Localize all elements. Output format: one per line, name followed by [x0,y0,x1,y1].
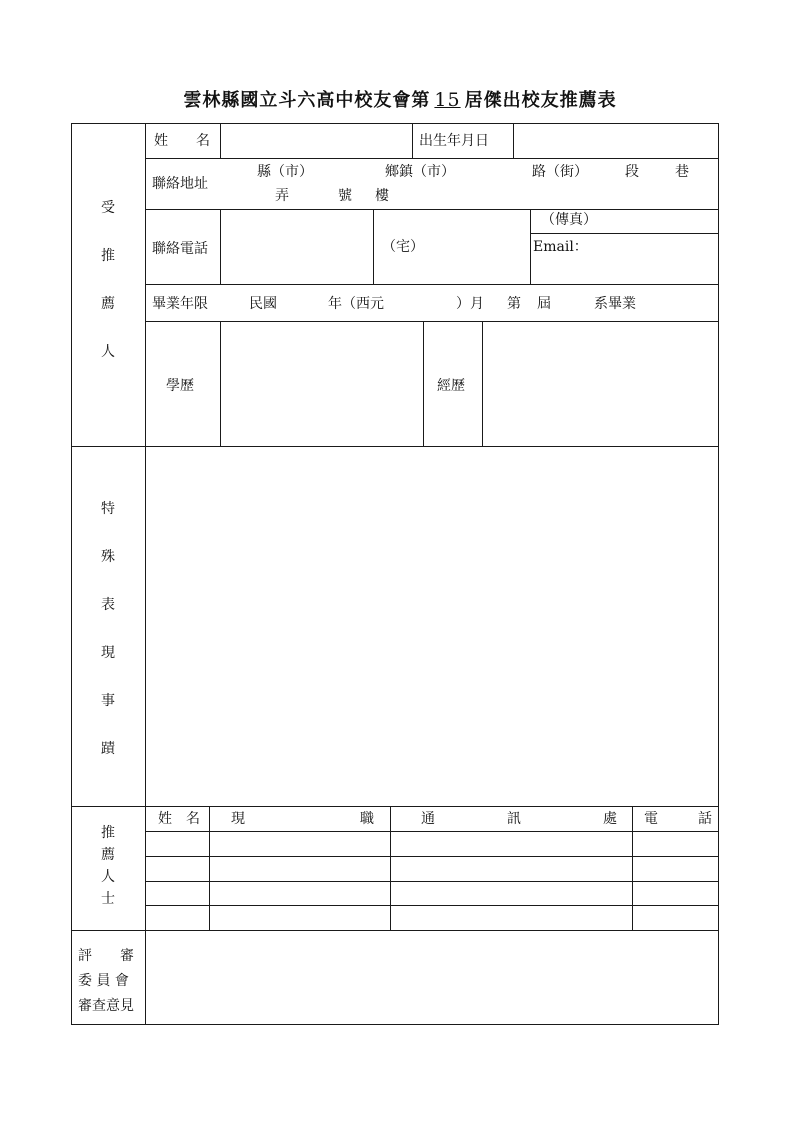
township-unit: 鄉鎮（市） [385,164,455,180]
recommender-name-header: 姓 名 [158,811,200,827]
education-field[interactable] [222,323,421,445]
title-prefix: 雲林縣國立斗六高中校友會第 [183,90,431,111]
address-label: 聯絡地址 [152,176,208,192]
fax-label: （傳真） [541,212,597,228]
phone-header-1: 電 [644,811,658,827]
col-line [423,321,424,447]
recommender-rows[interactable] [147,833,717,929]
address-header-3: 處 [603,811,617,827]
nominee-section-label: 受 推 薦 人 [101,200,115,360]
edition-number: 15 [434,89,461,111]
border-bottom [71,1024,719,1025]
phone-header-2: 話 [698,811,712,827]
position-header-2: 職 [360,811,374,827]
address-header-2: 訊 [507,811,521,827]
grad-cohort-prefix: 第 [507,296,521,312]
education-label: 學歷 [166,378,194,394]
border-right [718,123,719,1025]
recommenders-section-label: 推 薦 人 士 [101,825,115,907]
email-label: Email： [533,239,588,255]
grad-roc-year: 民國 [249,296,277,312]
phone-label: 聯絡電話 [152,241,208,257]
home-phone-label: （宅） [382,239,424,255]
experience-label: 經歷 [437,378,465,394]
county-unit: 縣（市） [257,164,313,180]
birth-date-field[interactable] [515,125,717,157]
grad-department: 系畢業 [594,296,636,312]
review-label-line3: 審查意見 [78,998,134,1014]
section-unit: 段 [625,164,639,180]
border-left [71,123,72,1025]
lane-unit: 巷 [675,164,689,180]
road-unit: 路（街） [532,164,588,180]
birth-label: 出生年月日 [419,133,489,149]
name-label: 姓 名 [154,133,210,149]
achievements-section-label: 特 殊 表 現 事 蹟 [101,501,115,757]
experience-field[interactable] [484,323,717,445]
alley-unit: 弄 [275,188,289,204]
grad-western-year: 年（西元 [328,296,384,312]
row-line [145,284,719,285]
mobile-phone-field[interactable] [222,211,371,283]
col-line [530,209,531,285]
form-title [0,86,800,112]
position-header-1: 現 [231,811,245,827]
section-line [71,806,719,807]
address-header-1: 通 [421,811,435,827]
floor-unit: 樓 [375,188,389,204]
grad-month: ）月 [456,296,484,312]
review-opinion-field[interactable] [147,932,717,1022]
number-unit: 號 [338,188,352,204]
col-line [412,123,413,159]
title-suffix: 居傑出校友推薦表 [464,90,617,111]
row-line [530,233,719,234]
review-label-line1: 評 審 [78,948,134,964]
name-field[interactable] [222,125,410,157]
achievements-field[interactable] [147,448,717,804]
grad-cohort-unit: 屆 [537,296,551,312]
review-label-line2: 委 員 會 [78,973,129,989]
graduation-label: 畢業年限 [152,296,208,312]
col-line [373,209,374,285]
